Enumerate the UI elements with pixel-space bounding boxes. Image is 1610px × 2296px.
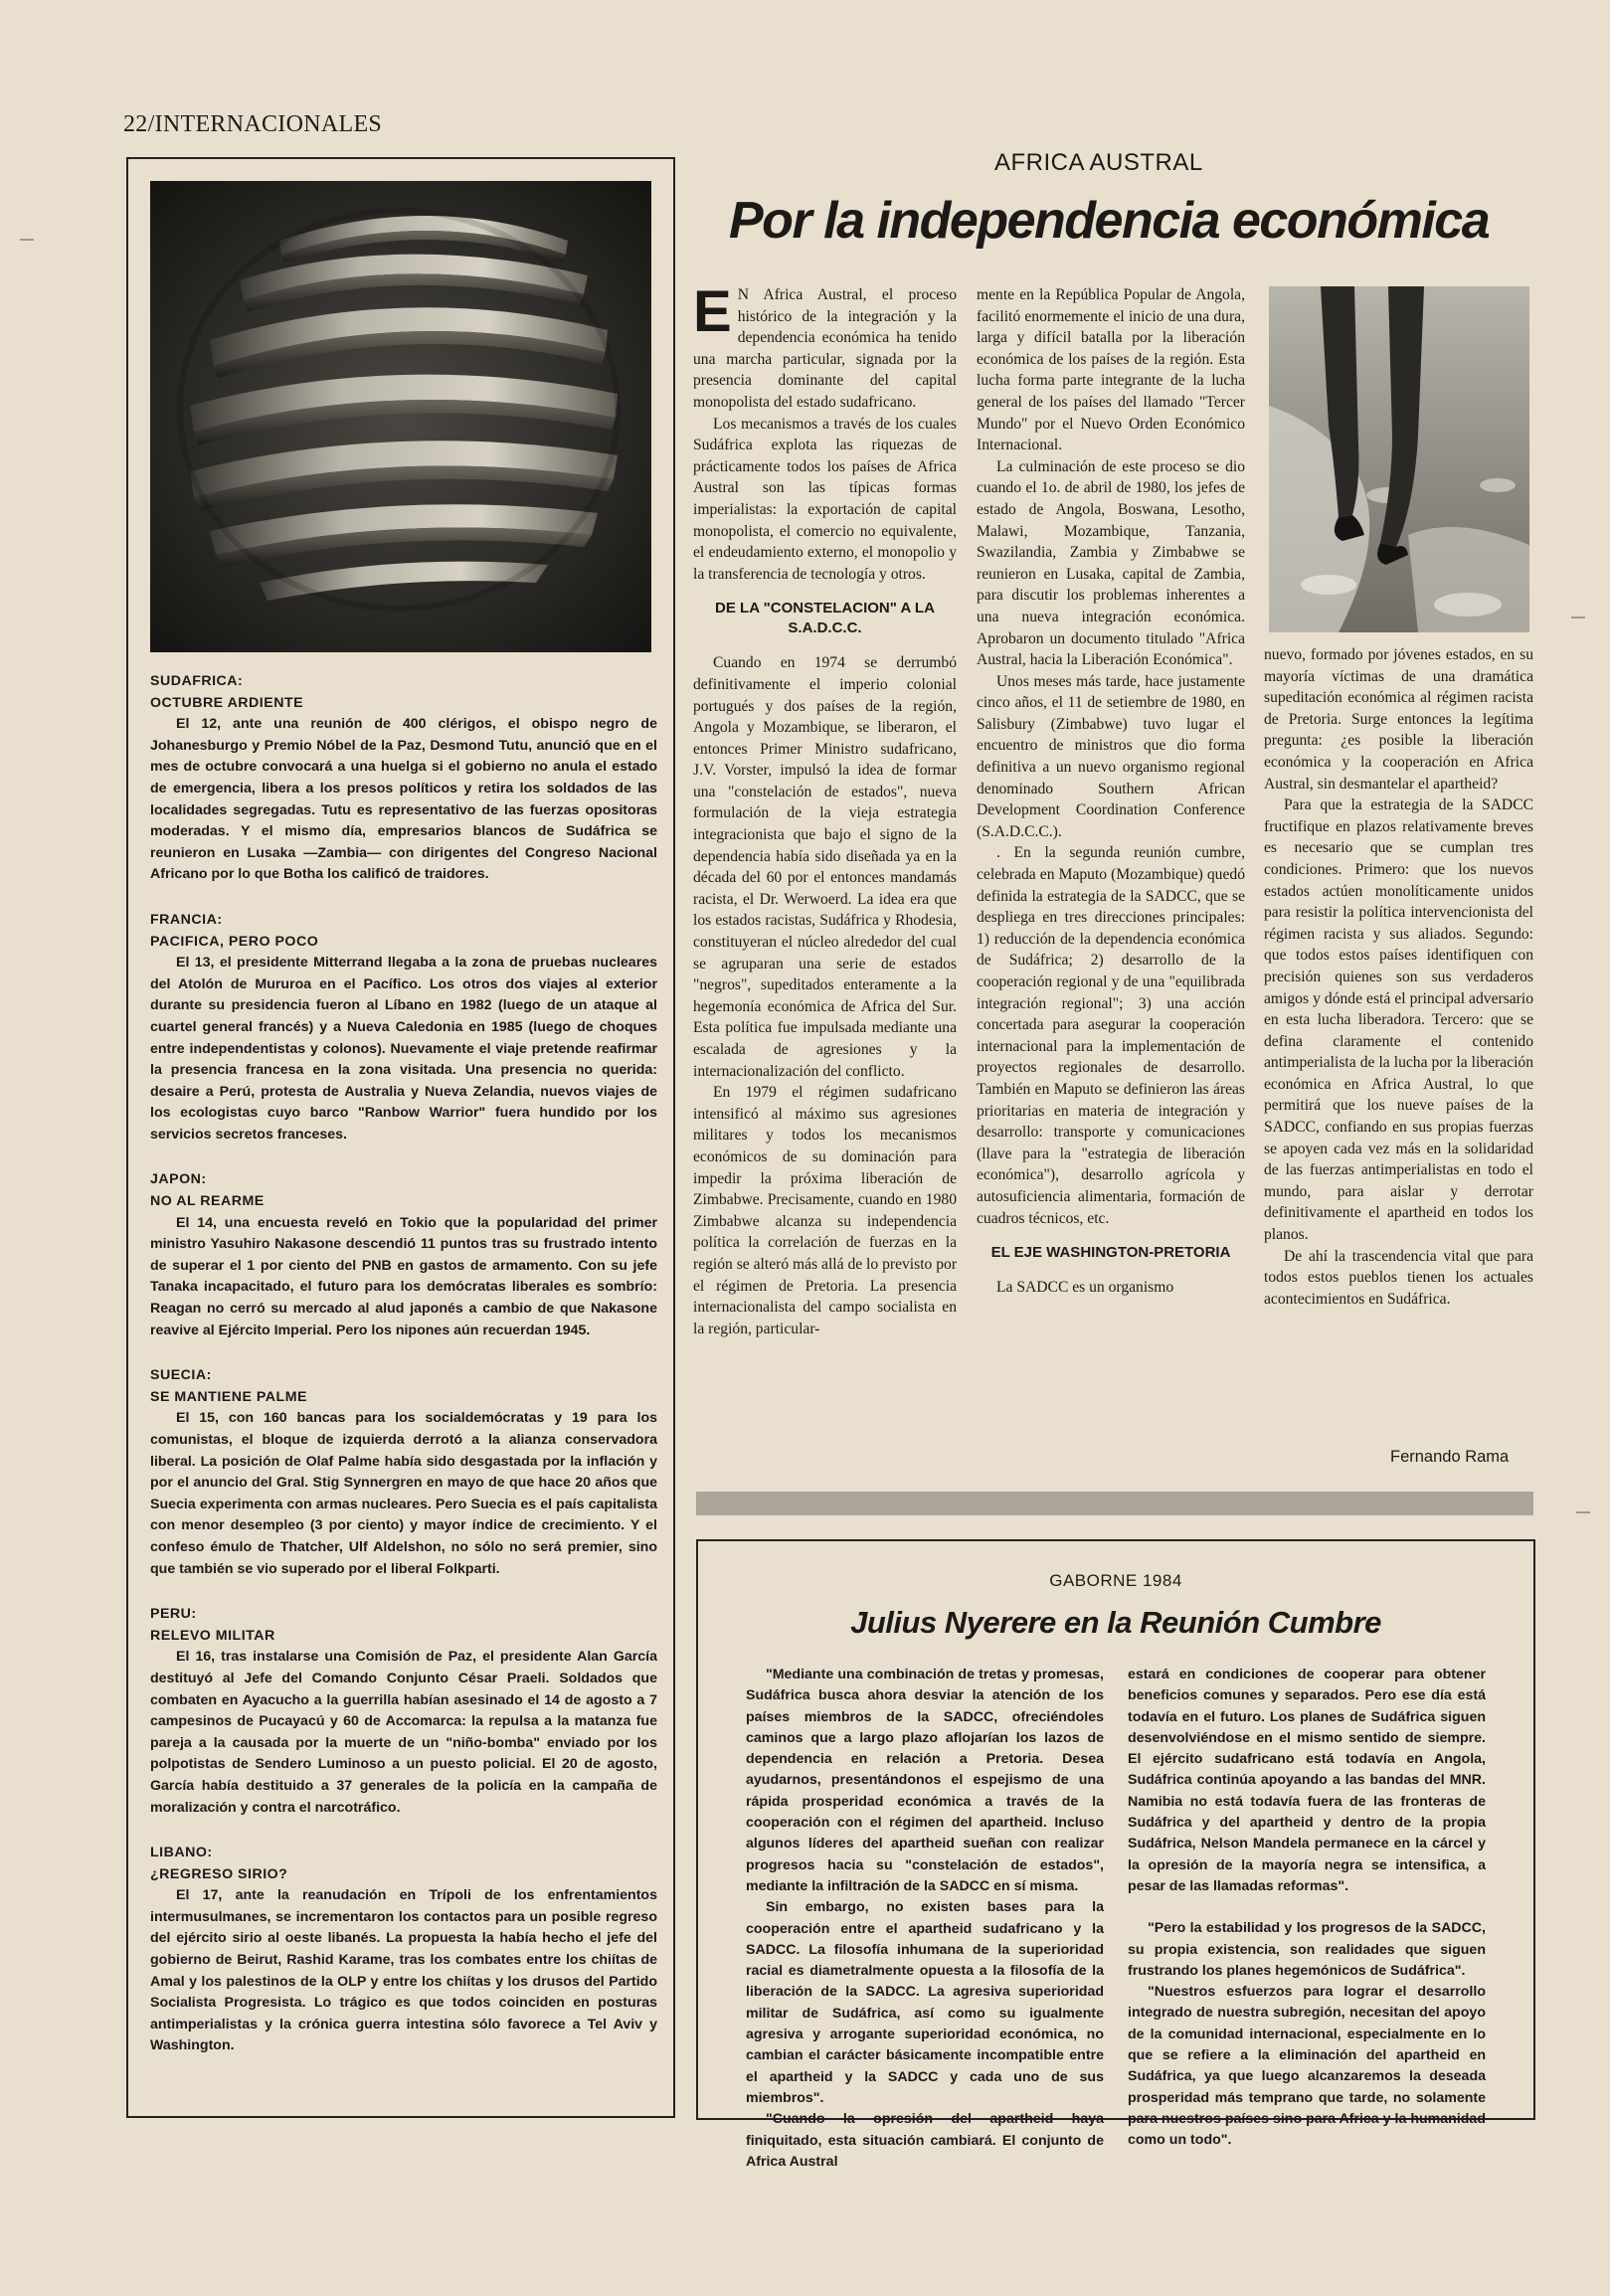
walking-legs-photo	[1269, 286, 1529, 632]
legs-on-map-illustration	[1269, 286, 1529, 632]
box-column-left	[746, 1665, 1104, 2173]
article-paragraph: Unos meses más tarde, hace justamente cinco años, el 11 de setiembre de 1980, en Salisbury (Zimbabwe) tuvo lugar el encuentro de ministros que dio forma definitiva a un nuevo organismo regional denominado Southern African Development Coordination Conference (S.A.D.C.C.).	[977, 672, 1245, 840]
article-column-2	[977, 284, 1245, 1299]
brief-libano	[150, 1843, 657, 2057]
article-headline: Por la independencia económica	[729, 192, 1490, 250]
box-label: GABORNE 1984	[1049, 1571, 1182, 1590]
news-briefs-box	[126, 157, 675, 2118]
brief-kicker: LIBANO:	[150, 1845, 213, 1861]
brief-headline: OCTUBRE ARDIENTE	[150, 694, 304, 711]
box-paragraph: estará en condiciones de cooperar para obtener beneficios comunes y separados. Pero ese día está todavía en el futuro. Los planes de Sudáfrica siguen desenvolviéndose en el mismo sentido de siempre. El ejército sudafricano está todavía en Angola, Sudáfrica continúa apoyando a las bandas del MNR. Namibia no está todavía fuera de las fronteras de Sudáfrica y del apartheid y dentro de la propia Sudáfrica, Nelson Mandela permanece en la cárcel y la opresión de la mayoría negra se intensifica, a pesar de las llamadas reformas".	[1128, 1667, 1486, 1894]
article-byline: Fernando Rama	[1390, 1448, 1510, 1466]
article-paragraph: E N Africa Austral, el proceso histórico de la integración y la dependencia económica ha tenido una marcha particular, signada por la presencia dominante del capital monopolista del estado sudafricano.	[693, 279, 957, 411]
article-paragraph: nuevo, formado por jóvenes estados, en su mayoría víctimas de una dramática supeditación económica al régimen racista de Pretoria. Surge entonces la legítima pregunta: ¿es posible la liberación económica y la cooperación en Africa Austral, sin desmantelar el apartheid?	[1264, 646, 1533, 793]
brief-sudafrica	[150, 671, 657, 886]
news-briefs	[150, 671, 657, 2081]
drop-cap: E	[693, 279, 732, 344]
brief-headline: NO AL REARME	[150, 1193, 265, 1210]
sliced-globe-photo	[150, 181, 651, 652]
sidebar-box	[696, 1539, 1535, 2170]
section-label: AFRICA AUSTRAL	[994, 149, 1203, 176]
article-column-3	[1264, 644, 1533, 1310]
brief-headline: SE MANTIENE PALME	[150, 1388, 308, 1405]
brief-peru	[150, 1604, 657, 1819]
brief-headline: PACIFICA, PERO POCO	[150, 933, 319, 950]
sliced-globe-illustration	[150, 181, 651, 652]
box-paragraph: "Pero la estabilidad y los progresos de la SADCC, su propia existencia, son realidades que siguen frustrando los planes hegemónicos de Sudáfrica".	[1128, 1920, 1486, 1979]
box-paragraph: "Nuestros esfuerzos para lograr el desarrollo integrado de nuestra subregión, necesitan del apoyo de la comunidad internacional, especialmente en lo que se refiere a la eliminación del apartheid en Sudáfrica, ya que luego alcanzaremos la deseada prosperidad más temprano que tarde, no solamente para nuestros países sino para Africa y la humanidad como un todo".	[1128, 1984, 1486, 2149]
page-folio: 22/INTERNACIONALES	[123, 111, 383, 137]
brief-kicker: PERU:	[150, 1606, 197, 1623]
article-subhead: EL EJE WASHINGTON-PRETORIA	[990, 1244, 1231, 1262]
article-column-1	[693, 279, 958, 1339]
box-column-right	[1128, 1665, 1486, 2152]
brief-headline: ¿REGRESO SIRIO?	[150, 1865, 288, 1882]
article-paragraph: Los mecanismos a través de los cuales Sudáfrica explota las riquezas de prácticamente todos los países de Africa Austral son las típicas formas imperialistas: la exportación de capital monopolista, el comercio no equivalente, el endeudamiento externo, el monopolio y la transferencia de tecnología y otros.	[693, 415, 957, 583]
section-divider	[696, 1492, 1533, 1515]
brief-kicker: SUDAFRICA:	[150, 673, 244, 689]
margin-mark	[20, 239, 34, 241]
article-paragraph: Para que la estrategia de la SADCC fructifique en plazos relativamente breves es necesario que se cumplan tres condiciones. Primero: que los nuevos estados actúen monolíticamente unidos para resistir la política intervencionista del régimen racista y sus aliados. Segundo: que todos estos países identifiquen con precisión quienes son sus verdaderos amigos y dónde está el principal adversario en esta lucha liberadora. Tercero: que se defina claramente el contenido antimperialista de la lucha por la liberación económica en Africa Austral, lo que permitirá que los nueve países de la SADCC, confiando en sus propias fuerzas se apoyen cada vez más en la solidaridad de las fuerzas antimperialistas en todo el mundo, para aislar y derrotar definitivamente el apartheid en todos los planos.	[1264, 796, 1533, 1244]
box-paragraph: "Mediante una combinación de tretas y promesas, Sudáfrica busca ahora desviar la atención de los países miembros de la SADCC, ofreciéndoles caminos que a largo plazo aflojarían los lazos de dependencia en relación a Pretoria. Desea ayudarnos, presentándonos el espejismo de una rápida prosperidad económica a través de la cooperación con el régimen del apartheid. Incluso algunos líderes del apartheid sueñan con realizar progresos hacia su "constelación de estados", mediante la infiltración de la SADCC en sí misma.	[746, 1667, 1104, 1894]
brief-suecia	[150, 1365, 657, 1580]
article-paragraph: La culminación de este proceso se dio cuando el 1o. de abril de 1980, los jefes de estado de Angola, Boswana, Lesotho, Malawi, Mozambique, Tanzania, Swazilandia, Zambia y Zimbabwe se reunieron en Lusaka, capital de Zambia, para discutir los problemas inherentes a una nueva integración económica. Aprobaron un documento titulado "Africa Austral, hacia la Liberación Económica".	[977, 457, 1245, 669]
brief-japon	[150, 1169, 657, 1341]
brief-body: El 14, una encuesta reveló en Tokio que la popularidad del primer ministro Yasuhiro Nakasone descendió 11 puntos tras su frustrado intento de superar el 1 por ciento del PNB en gastos de armamento. Con su jefe Tanaka incapacitado, el futuro para los demócratas liberales es sombrío: Reagan no cerró su mercado al alud japonés a cambio de que Nakasone reavive al Ejército Imperial. Pero los nipones aún recuerdan 1945.	[150, 1214, 657, 1338]
brief-francia	[150, 910, 657, 1147]
article-paragraph: De ahí la trascendencia vital que para todos estos pueblos tienen los actuales acontecimientos en Sudáfrica.	[1264, 1247, 1533, 1308]
brief-body: El 16, tras instalarse una Comisión de Paz, el presidente Alan García destituyó al Jefe del Comando Conjunto César Praeli. Soldados que combaten en Ayacucho a la guerrilla habían asesinado el 14 de agosto a 7 campesinos de Pucayacú y 60 de Accomarca: la repulsa a la matanza fue pareja a la causada por la muerte de un "niño-bomba" enviado por los polpotistas de Sendero Luminoso a un puesto policial. El 20 de agosto, García había destituido a 37 generales de la policía en la campaña de moralización y contra el narcotráfico.	[150, 1649, 657, 1816]
brief-body: El 12, ante una reunión de 400 clérigos, el obispo negro de Johanesburgo y Premio Nóbel de la Paz, Desmond Tutu, anunció que en el mes de octubre convocará a una huelga si el gobierno no anula el estado de emergencia, libera a los presos políticos y retira los soldados de las localidades segregadas. Tutu es representativo de las fuerzas opositoras moderadas. Y el mismo día, empresarios blancos de Sudáfrica se reunieron en Lusaka —Zambia— con dirigentes del Congreso Nacional Africano por lo que Botha los calificó de traidores.	[150, 716, 657, 883]
box-paragraph: "Cuando la opresión del apartheid haya finiquitado, esta situación cambiará. El conjunto de Africa Austral	[746, 2111, 1104, 2170]
margin-mark	[1576, 1511, 1590, 1513]
brief-kicker: SUECIA:	[150, 1367, 212, 1384]
brief-body: El 13, el presidente Mitterrand llegaba a la zona de pruebas nucleares del Atolón de Mururoa en el Pacífico. Los otros dos viajes al exterior durante su presidencia fueron al Líbano en 1982 (luego de un ataque al cuartel general francés) y a Nueva Caledonia en 1985 (luego de choques entre independentistas y colonos). Nuevamente el viaje pretende reafirmar la presencia francesa en la zona visitada. Una presencia no querida: desaire a Perú, protesta de Australia y Nueva Zelandia, nuevos viajes de los ecologistas cuyo barco "Ranbow Warrior" fuera hundido por los servicios secretos franceses.	[150, 955, 657, 1143]
brief-kicker: JAPON:	[150, 1171, 207, 1188]
brief-kicker: FRANCIA:	[150, 911, 223, 928]
article-paragraph: La SADCC es un organismo	[996, 1279, 1174, 1297]
article-subhead: DE LA "CONSTELACION" A LA S.A.D.C.C.	[715, 600, 935, 637]
brief-body: El 15, con 160 bancas para los socialdemócratas y 19 para los comunistas, el bloque de izquierda derrotó a la alianza conservadora liberal. La posición de Olaf Palme había sido desgastada por la inflación y por el anuncio del Gral. Stig Synnergren en mayo de que hace 20 años que Suecia experimenta con armas nucleares. Pero Suecia es el país capitalista con menor desempleo (3 por ciento) y mayor índice de crecimiento. Y el confeso émulo de Thatcher, Ulf Aldelshon, no sólo no será premier, sino que también se vio superado por el liberal Folkparti.	[150, 1410, 657, 1577]
article-paragraph: En 1979 el régimen sudafricano intensificó al máximo sus agresiones militares y todos los mecanismos económicos de su dominación para impedir la próxima liberación de Zimbabwe. Precisamente, cuando en 1980 Zimbabwe alcanza su independencia política la correlación de fuerzas en la región se alteró más allá de lo previsto por el régimen de Pretoria. La presencia internacionalista del campo socialista en la región, particular-	[693, 1084, 958, 1337]
article-paragraph: mente en la República Popular de Angola, facilitó enormemente el inicio de una dura, larga y difícil batalla por la liberación económica de los países de la región. Esta lucha forma parte integrante de la lucha general de los países del llamado "Tercer Mundo" por el Nuevo Orden Económico Internacional.	[977, 286, 1245, 454]
article-paragraph: . En la segunda reunión cumbre, celebrada en Maputo (Mozambique) quedó definida la estrategia de la SADCC, que se despliega en tres direcciones principales: 1) reducción de la dependencia económica de Sudáfrica; 2) desarrollo de la cooperación regional y de una "equilibrada integración regional"; 3) una acción concertada para asegurar la cooperación internacional para la implementación de proyectos regionales de desarrollo. También en Maputo se definieron las áreas prioritarias en materia de integración y desarrollo: transporte y comunicaciones (llave para la "estrategia de liberación económica"), desarrollo agrícola y autosuficiencia alimentaria, formación de cuadros técnicos, etc.	[977, 844, 1245, 1227]
brief-body: El 17, ante la reanudación en Trípoli de los enfrentamientos intermusulmanes, se incrementaron los contactos para un posible regreso del ejército sirio al oeste libanés. La propuesta la había hecho el jefe del gobierno de Beirut, Rashid Karame, tras los combates entre los chiítas de Amal y los palestinos de la OLP y entre los chiítas y los drusos del Partido Socialista Progresista. Lo trágico es que todos coinciden en posturas antimperialistas y la crónica guerra intestina sólo favorece a Tel Aviv y Washington.	[150, 1887, 657, 2054]
box-title: Julius Nyerere en la Reunión Cumbre	[850, 1605, 1381, 1640]
box-paragraph: Sin embargo, no existen bases para la cooperación entre el apartheid sudafricano y la SADCC. La filosofía inhumana de la superioridad racial es diametralmente opuesta a la filosofía de la liberación de la SADCC. La agresiva superioridad militar de Sudáfrica, así como su igualmente agresiva y arrogante superioridad económica, no cambian el carácter básicamente incompatible entre el apartheid y la SADCC y cada uno de sus miembros".	[746, 1899, 1104, 2106]
brief-headline: RELEVO MILITAR	[150, 1627, 275, 1644]
margin-mark	[1571, 617, 1585, 618]
article-paragraph: Cuando en 1974 se derrumbó definitivamente el imperio colonial portugués y dos países de la región, Angola y Mozambique, se liberaron, el entonces Primer Ministro sudafricano, J.V. Vorster, impulsó la idea de formar una "constelación de estados", nueva formulación de la vieja estrategia integracionista que bajo el signo de la dependencia había sido diseñada ya en la década del 60 por el entonces mandamás racista, el Dr. Werwoerd. La idea era que los estados racistas, Sudáfrica y Rhodesia, constituyeran el núcleo alrededor del cual se agruparan una serie de estados "negros", supeditados enteramente a la hegemonía económica de Africa del Sur. Esta política fue impulsada mediante una escalada de agresiones y la internacionalización del conflicto.	[693, 654, 957, 1080]
